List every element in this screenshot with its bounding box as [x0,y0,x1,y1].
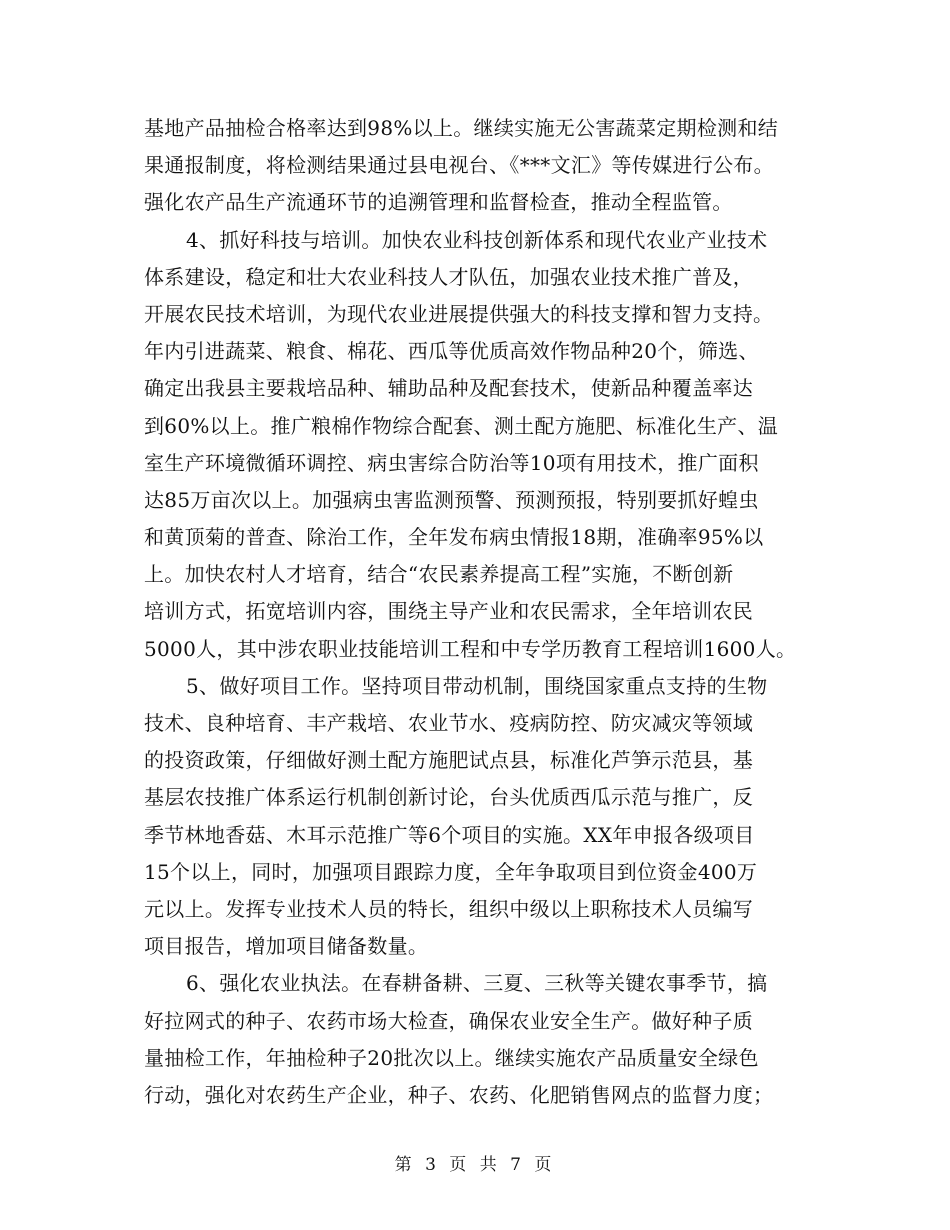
text-line: 室生产环境微循环调控、病虫害综合防治等10项有用技术，推广面积 [144,450,759,475]
text-line: 技术、良种培育、丰产栽培、农业节水、疫病防控、防灾减灾等领域 [144,711,753,735]
text-line: 行动，强化对农药生产企业，种子、农药、化肥销售网点的监督力度； [144,1082,774,1107]
text-line: 6、强化农业执法。在春耕备耕、三夏、三秋等关键农事季节，搞 [186,971,768,996]
text-line: 达85万亩次以上。加强病虫害监测预警、预测预报，特别要抓好蝗虫 [144,487,759,512]
text-line: 5000人，其中涉农职业技能培训工程和中专学历教育工程培训1600人。 [144,636,797,661]
text-line: 强化农产品生产流通环节的追溯管理和监督检查，推动全程监管。 [144,190,733,215]
text-line: 到60%以上。推广粮棉作物综合配套、测土配方施肥、标准化生产、温 [144,413,779,438]
text-line: 体系建设，稳定和壮大农业科技人才队伍，加强农业技术推广普及， [144,264,753,289]
text-line: 15个以上，同时，加强项目跟踪力度，全年争取项目到位资金400万 [144,859,758,884]
text-line: 项目报告，增加项目储备数量。 [144,934,429,959]
text-line: 季节林地香菇、木耳示范推广等6个项目的实施。XX年申报各级项目 [144,822,755,847]
text-line: 4、抓好科技与培训。加快农业科技创新体系和现代农业产业技术 [186,227,768,252]
text-line: 5、做好项目工作。坚持项目带动机制，围绕国家重点支持的生物 [186,673,768,698]
text-line: 元以上。发挥专业技术人员的特长，组织中级以上职称技术人员编写 [144,896,753,921]
text-line: 年内引进蔬菜、粮食、棉花、西瓜等优质高效作物品种20个，筛选、 [144,339,759,364]
text-line: 量抽检工作，年抽检种子20批次以上。继续实施农产品质量安全绿色 [144,1045,759,1070]
page-footer: 第 3 页 共 7 页 [394,1155,556,1175]
text-line: 确定出我县主要栽培品种、辅助品种及配套技术，使新品种覆盖率达 [144,376,753,401]
text-line: 基地产品抽检合格率达到98%以上。继续实施无公害蔬菜定期检测和结 [144,116,779,140]
text-line: 和黄顶菊的普查、除治工作，全年发布病虫情报18期，准确率95%以 [144,525,764,550]
document-body [144,110,834,1114]
text-line: 开展农民技术培训，为现代农业进展提供强大的科技支撑和智力支持。 [144,301,774,326]
text-line: 好拉网式的种子、农药市场大检查，确保农业安全生产。做好种子质 [144,1008,753,1033]
text-line: 基层农技推广体系运行机制创新讨论，台头优质西瓜示范与推广，反 [144,785,753,810]
text-line: 上。加快农村人才培育，结合“农民素养提高工程”实施，不断创新 [144,562,734,587]
text-line: 培训方式，拓宽培训内容，围绕主导产业和农民需求，全年培训农民 [144,599,753,624]
text-line: 的投资政策，仔细做好测土配方施肥试点县，标准化芦笋示范县，基 [144,748,753,773]
text-line: 果通报制度，将检测结果通过县电视台、《***文汇》等传媒进行公布。 [144,153,774,178]
